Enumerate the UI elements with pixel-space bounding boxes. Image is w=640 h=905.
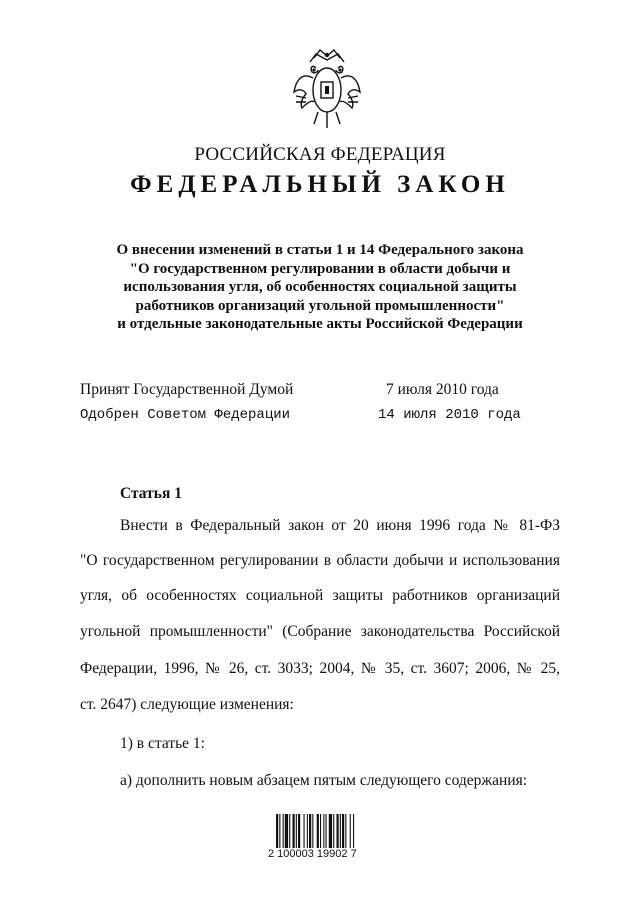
article-text-line: а) дополнить новым абзацем пятым следующего содержания:	[120, 772, 528, 789]
article-text-line: ст. 2647) следующие изменения:	[80, 696, 294, 713]
barcode-bar	[329, 814, 332, 848]
law-title	[80, 241, 560, 334]
barcode-graphic	[276, 814, 384, 848]
coat-of-arms-emblem	[292, 48, 362, 132]
barcode-bar	[304, 814, 305, 848]
barcode-bar	[276, 814, 278, 848]
barcode-bar	[298, 814, 300, 848]
council-approval-date: 14 июля 2010 года	[378, 407, 521, 423]
article-heading: Статья 1	[120, 485, 182, 502]
barcode-bar	[340, 814, 341, 848]
council-approval-label: Одобрен Советом Федерации	[80, 407, 291, 423]
barcode-bar	[353, 814, 354, 848]
barcode-bar	[289, 814, 290, 848]
law-type-heading: ФЕДЕРАЛЬНЫЙ ЗАКОН	[130, 171, 510, 198]
article-text-line: 1) в статье 1:	[120, 735, 205, 752]
barcode-bar	[326, 814, 327, 848]
duma-adoption-date: 7 июля 2010 года	[386, 381, 499, 398]
barcode-digits: 2 100003 19902 7	[268, 848, 357, 860]
barcode-bar	[342, 814, 344, 848]
barcode-bar	[283, 814, 284, 848]
barcode-bar	[307, 814, 308, 848]
barcode-bar	[350, 814, 351, 848]
law-title-line: "О государственном регулировании в области добычи и	[129, 260, 511, 277]
country-name: РОССИЙСКАЯ ФЕДЕРАЦИЯ	[194, 144, 446, 165]
barcode-bar	[337, 814, 339, 848]
barcode-bar	[309, 814, 311, 848]
barcode-bar	[345, 814, 346, 848]
barcode-bar	[312, 814, 313, 848]
barcode-bar	[323, 814, 324, 848]
duma-adoption-label: Принят Государственной Думой	[80, 381, 294, 398]
barcode-bar	[293, 814, 295, 848]
law-title-line: и отдельные законодательные акты Российской Федерации	[117, 316, 523, 332]
barcode-bar	[317, 814, 319, 848]
barcode-bar	[279, 814, 280, 848]
article-text-line: "О государственном регулировании в области добычи и использования	[80, 552, 560, 569]
article-text-line: Федерации, 1996, № 26, ст. 3033; 2004, № 35, ст. 3607; 2006, № 25,	[80, 660, 560, 677]
barcode-bar	[333, 814, 334, 848]
barcode-bar	[285, 814, 288, 848]
law-title-line: О внесении изменений в статьи 1 и 14 Федерального закона	[116, 242, 524, 258]
article-text-line: Внести в Федеральный закон от 20 июня 1996 года № 81-ФЗ	[120, 517, 560, 534]
article-text-line: угля, об особенностях социальной защиты работников организаций	[80, 587, 560, 604]
article-text-line: угольной промышленности" (Собрание законодательства Российской	[80, 623, 560, 640]
law-title-line: работников организаций угольной промышленности"	[135, 297, 505, 314]
law-title-line: использования угля, об особенностях социальной защиты	[123, 279, 517, 295]
barcode-bar	[320, 814, 321, 848]
barcode-bar	[296, 814, 297, 848]
